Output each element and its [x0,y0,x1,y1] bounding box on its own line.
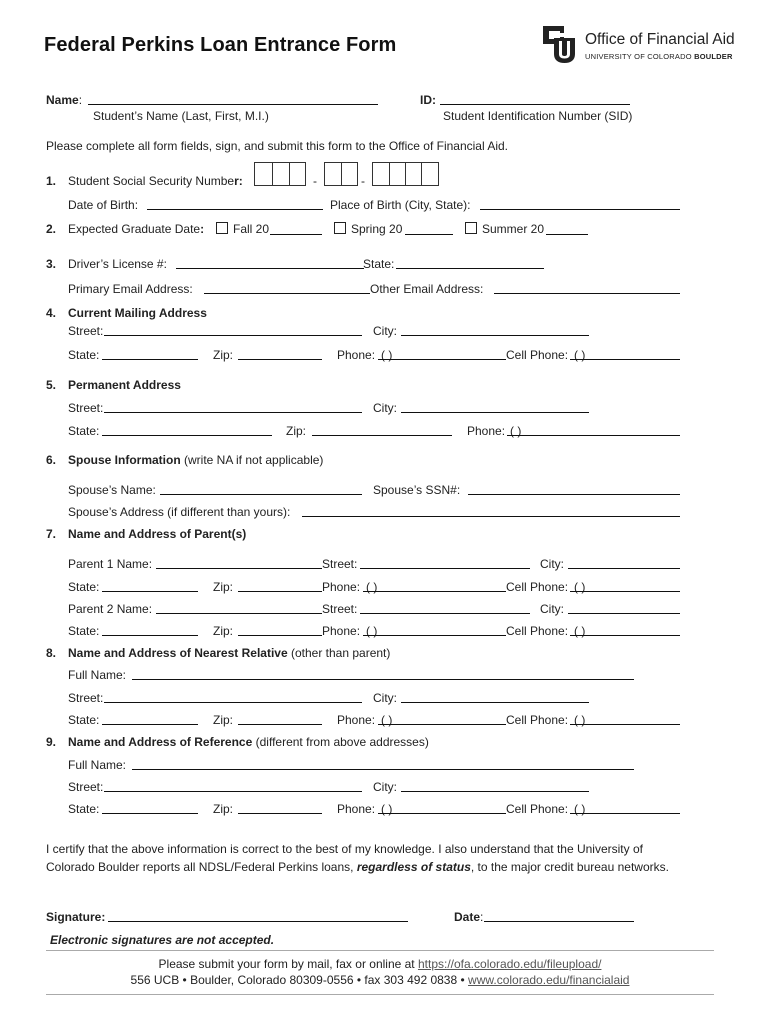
s5-zip-label: Zip: [286,424,307,438]
parent2-street-field[interactable] [360,613,530,614]
section-2-number: 2. [46,222,57,236]
s5-phone-label: Phone: [467,424,506,438]
no-esignature-note: Electronic signatures are not accepted. [50,933,275,947]
s5-state-label: State: [68,424,100,438]
s9-street-field[interactable] [104,791,362,792]
dl-label: Driver’s License #: [68,257,167,271]
parent2-state-label: State: [68,624,100,638]
ssn-group-1[interactable] [254,162,306,186]
submit-instructions: Please submit your form by mail, fax or online at https://ofa.colorado.edu/fileupload/ [158,957,602,971]
signature-label: Signature: [46,910,106,924]
parents-heading: Name and Address of Parent(s) [68,527,247,541]
parent2-cell-paren: ( ) [574,624,586,638]
section-4-number: 4. [46,306,57,320]
parent1-phone-label: Phone: [322,580,361,594]
dob-field[interactable] [147,209,323,210]
spring-label: Spring 20 [351,222,403,236]
s8-fullname-label: Full Name: [68,668,127,682]
s5-street-label: Street: [68,401,104,415]
parent2-name-field[interactable] [156,613,322,614]
id-label: ID: [420,93,436,107]
relative-heading: Name and Address of Nearest Relative (other than parent) [68,646,391,660]
parent1-cell-field[interactable] [570,591,680,592]
dl-field[interactable] [176,268,364,269]
name-label: Name: [46,93,83,107]
section-3-number: 3. [46,257,57,271]
s9-zip-field[interactable] [238,813,322,814]
s4-zip-label: Zip: [213,348,234,362]
section-1-number: 1. [46,174,57,188]
s4-city-label: City: [373,324,397,338]
spouse-name-label: Spouse’s Name: [68,483,156,497]
pob-label: Place of Birth (City, State): [330,198,471,212]
parent2-cell-label: Cell Phone: [506,624,569,638]
s4-city-field[interactable] [401,335,589,336]
s5-phone-field[interactable] [507,435,680,436]
s9-fullname-label: Full Name: [68,758,127,772]
s5-zip-field[interactable] [312,435,452,436]
parent1-name-label: Parent 1 Name: [68,557,153,571]
s8-city-label: City: [373,691,397,705]
s4-cell-label: Cell Phone: [506,348,569,362]
s5-street-field[interactable] [104,412,362,413]
fall-label: Fall 20 [233,222,270,236]
section-5-number: 5. [46,378,57,392]
s4-street-label: Street: [68,324,104,338]
fall-checkbox[interactable] [216,222,228,234]
name-caption: Student’s Name (Last, First, M.I.) [93,109,269,123]
spouse-name-field[interactable] [160,494,362,495]
dl-state-label: State: [363,257,395,271]
spouse-address-field[interactable] [302,516,680,517]
s8-cell-paren: ( ) [574,713,586,727]
other-email-field[interactable] [494,293,680,294]
s8-fullname-field[interactable] [132,679,634,680]
s4-cell-field[interactable] [570,359,680,360]
summer-checkbox[interactable] [465,222,477,234]
parent1-phone-paren: ( ) [366,580,378,594]
s9-street-label: Street: [68,780,104,794]
parent2-phone-field[interactable] [363,635,506,636]
parent2-zip-field[interactable] [238,635,322,636]
dl-state-field[interactable] [396,268,544,269]
parent1-phone-field[interactable] [363,591,506,592]
parent2-city-field[interactable] [568,613,680,614]
s9-state-field[interactable] [102,813,198,814]
reference-heading: Name and Address of Reference (different from above addresses) [68,735,429,749]
section-7-number: 7. [46,527,57,541]
pob-field[interactable] [480,209,680,210]
parent1-cell-label: Cell Phone: [506,580,569,594]
id-caption: Student Identification Number (SID) [443,109,633,123]
s4-phone-paren: ( ) [381,348,393,362]
primary-email-field[interactable] [204,293,370,294]
s8-zip-label: Zip: [213,713,234,727]
ssn-label: Student Social Security Number: [68,174,243,188]
id-field[interactable] [440,104,630,105]
s8-phone-paren: ( ) [381,713,393,727]
cu-logo-icon [540,24,578,64]
upload-link[interactable]: https://ofa.colorado.edu/fileupload/ [417,957,602,971]
parent2-phone-paren: ( ) [366,624,378,638]
s8-city-field[interactable] [401,702,589,703]
summer-label: Summer 20 [482,222,545,236]
office-name: Office of Financial Aid [585,31,735,48]
parent1-zip-label: Zip: [213,580,234,594]
s9-zip-label: Zip: [213,802,234,816]
footer-bottom-divider [46,994,714,995]
footer-top-divider [46,950,714,951]
spouse-address-label: Spouse’s Address (if different than yours): [68,505,291,519]
parent1-state-field[interactable] [102,591,198,592]
s9-phone-field[interactable] [378,813,506,814]
date-label: Date: [454,910,484,924]
parent2-zip-label: Zip: [213,624,234,638]
dob-label: Date of Birth: [68,198,139,212]
name-field[interactable] [88,104,378,105]
section-6-number: 6. [46,453,57,467]
summer-year-field[interactable] [546,234,588,235]
other-email-label: Other Email Address: [370,282,484,296]
s8-cell-label: Cell Phone: [506,713,569,727]
s9-fullname-field[interactable] [132,769,634,770]
s9-cell-paren: ( ) [574,802,586,816]
s8-street-field[interactable] [104,702,362,703]
s4-state-label: State: [68,348,100,362]
s8-zip-field[interactable] [238,724,322,725]
s8-phone-field[interactable] [378,724,506,725]
parent1-city-field[interactable] [568,568,680,569]
office-address: 556 UCB • Boulder, Colorado 80309-0556 • fax 303 492 0838 • www.colorado.edu/financialaid [130,973,630,987]
website-link[interactable]: www.colorado.edu/financialaid [468,973,630,987]
s9-phone-label: Phone: [337,802,376,816]
s8-phone-label: Phone: [337,713,376,727]
certification-text: I certify that the above information is correct to the best of my knowledge. I also understand that the University of Colorado Boulder reports all NDSL/Federal Perkins loans, regardless of status, to the major credit bureau networks. [46,842,669,874]
s8-cell-field[interactable] [570,724,680,725]
parent2-cell-field[interactable] [570,635,680,636]
permanent-heading: Permanent Address [68,378,181,392]
ssn-dash-1: - [313,174,317,188]
s5-state-field[interactable] [102,435,272,436]
parent1-name-field[interactable] [156,568,322,569]
s4-cell-paren: ( ) [574,348,586,362]
s9-cell-label: Cell Phone: [506,802,569,816]
s9-city-field[interactable] [401,791,589,792]
s9-phone-paren: ( ) [381,802,393,816]
s4-state-field[interactable] [102,359,198,360]
ssn-group-2[interactable] [324,162,358,186]
parent1-cell-paren: ( ) [574,580,586,594]
s4-street-field[interactable] [104,335,362,336]
spring-year-field[interactable] [405,234,453,235]
s9-city-label: City: [373,780,397,794]
parent1-street-label: Street: [322,557,358,571]
grad-label: Expected Graduate Date: [68,222,205,236]
parent2-name-label: Parent 2 Name: [68,602,153,616]
ssn-dash-2: - [361,174,365,188]
form-title: Federal Perkins Loan Entrance Form [44,34,397,56]
spouse-ssn-field[interactable] [468,494,680,495]
spring-checkbox[interactable] [334,222,346,234]
parent2-city-label: City: [540,602,564,616]
s8-state-field[interactable] [102,724,198,725]
parent1-state-label: State: [68,580,100,594]
s9-state-label: State: [68,802,100,816]
parent2-state-field[interactable] [102,635,198,636]
s4-zip-field[interactable] [238,359,322,360]
date-field[interactable] [484,921,634,922]
parent1-street-field[interactable] [360,568,530,569]
s5-city-label: City: [373,401,397,415]
primary-email-label: Primary Email Address: [68,282,193,296]
section-9-number: 9. [46,735,57,749]
parent2-street-label: Street: [322,602,358,616]
spouse-heading: Spouse Information (write NA if not applicable) [68,453,324,467]
s9-cell-field[interactable] [570,813,680,814]
fall-year-field[interactable] [270,234,322,235]
office-subtitle: UNIVERSITY OF COLORADO BOULDER [585,52,733,61]
signature-field[interactable] [108,921,408,922]
spouse-ssn-label: Spouse’s SSN#: [373,483,461,497]
s8-street-label: Street: [68,691,104,705]
s5-phone-paren: ( ) [510,424,522,438]
s8-state-label: State: [68,713,100,727]
section-8-number: 8. [46,646,57,660]
instructions: Please complete all form fields, sign, and submit this form to the Office of Financial Aid. [46,139,508,153]
ssn-group-3[interactable] [372,162,439,186]
s4-phone-field[interactable] [378,359,506,360]
s4-phone-label: Phone: [337,348,376,362]
parent2-phone-label: Phone: [322,624,361,638]
parent1-city-label: City: [540,557,564,571]
current-mailing-heading: Current Mailing Address [68,306,207,320]
s5-city-field[interactable] [401,412,589,413]
parent1-zip-field[interactable] [238,591,322,592]
